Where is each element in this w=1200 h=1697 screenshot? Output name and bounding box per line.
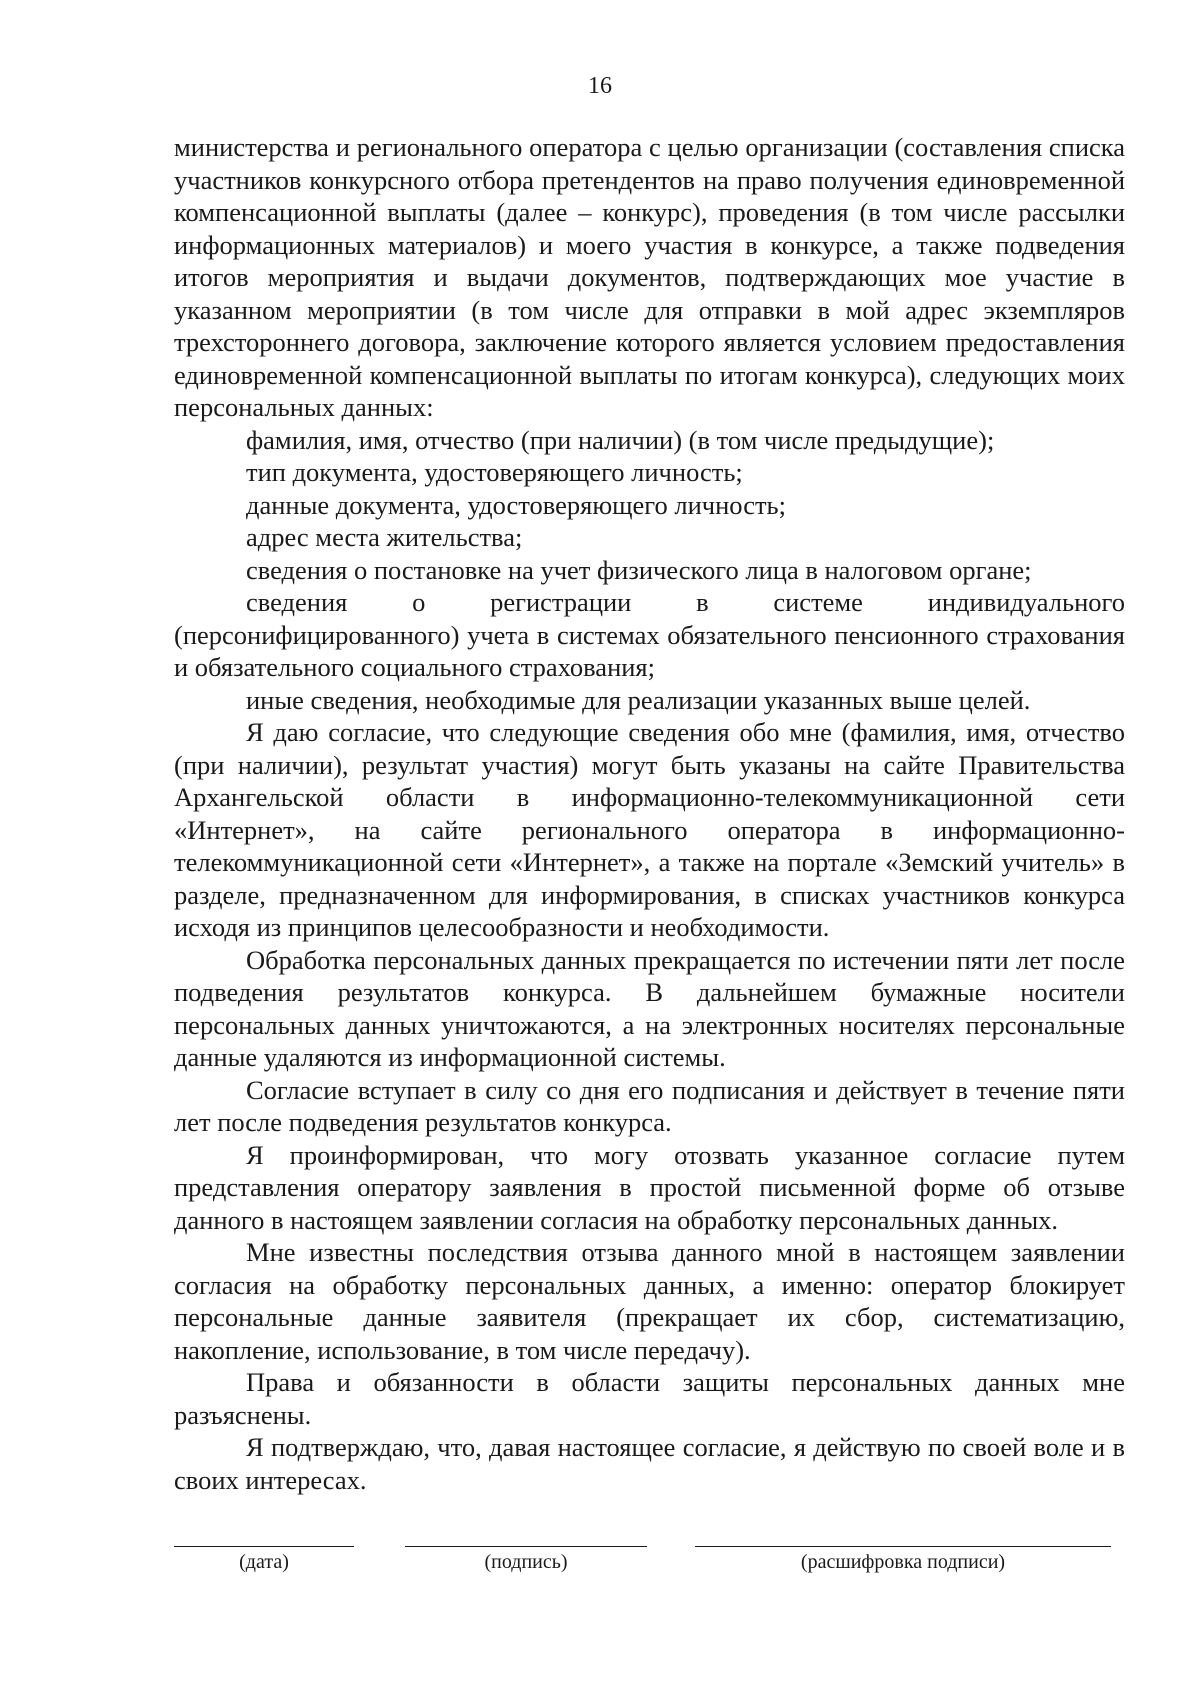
paragraph: адрес места жительства; [246,522,523,552]
signature-line [405,1546,647,1547]
date-caption: (дата) [239,1551,289,1573]
signature-block [0,1546,1200,1606]
paragraph: тип документа, удостоверяющего личность; [246,457,743,487]
document-body [174,131,1125,1496]
paragraph: фамилия, имя, отчество (при наличии) (в том числе предыдущие); [246,424,995,455]
paragraph: сведения о постановке на учет физического лица в налоговом органе; [246,554,1032,585]
date-field [174,1546,354,1574]
paragraph: сведения о регистрации в системе индивидуального (персонифицированного) учета в системах обязательного пенсионного страхования и обязательного социального страхования; [174,587,1125,682]
signature-decoding-field [695,1546,1111,1574]
paragraph: Согласие вступает в силу со дня его подписания и действует в течение пяти лет после подведения результатов конкурса. [174,1074,1125,1137]
paragraph: Я подтверждаю, что, давая настоящее согласие, я действую по своей воле и в своих интересах. [174,1432,1125,1495]
signature-caption: (подпись) [484,1551,568,1573]
signature-decoding-line [695,1546,1111,1547]
page-number: 16 [588,73,612,99]
paragraph: иные сведения, необходимые для реализации указанных выше целей. [246,684,1031,715]
paragraph: Я проинформирован, что могу отозвать указанное согласие путем представления оператору заявления в простой письменной форме об отзыве данного в настоящем заявлении согласия на обработку персональных данных. [174,1139,1125,1235]
paragraph: Мне известны последствия отзыва данного мной в настоящем заявлении согласия на обработку персональных данных, а именно: оператор блокирует персональные данные заявителя (прекращает их сбор, систематизацию, накопление, использование, в том числе передачу). [174,1237,1125,1365]
date-line [174,1546,354,1547]
signature-field [405,1546,647,1574]
signature-decoding-caption: (расшифровка подписи) [800,1551,1006,1573]
paragraph: Я даю согласие, что следующие сведения обо мне (фамилия, имя, отчество (при наличии), результат участия) могут быть указаны на сайте Правительства Архангельской области в информационно-телекоммуникационной сети «Интернет», на сайте регионального оператора в информационно-телекоммуникационной сети «Интернет», а также на портале «Земский учитель» в разделе, предназначенном для информирования, в списках участников конкурса исходя из принципов целесообразности и необходимости. [174,717,1125,942]
paragraph: министерства и регионального оператора с целью организации (составления списка участников конкурсного отбора претендентов на право получения единовременной компенсационной выплаты (далее – конкурс), проведения (в том числе рассылки информационных материалов) и моего участия в конкурсе, а также подведения итогов мероприятия и выдачи документов, подтверждающих мое участие в указанном мероприятии (в том числе для отправки в мой адрес экземпляров трехстороннего договора, заключение которого является условием предоставления единовременной компенсационной выплаты по итогам конкурса), следующих моих персональных данных: [174,132,1125,422]
paragraph: Обработка персональных данных прекращается по истечении пяти лет после подведения результатов конкурса. В дальнейшем бумажные носители персональных данных уничтожаются, а на электронных носителях персональные данные удаляются из информационной системы. [174,944,1125,1072]
paragraph: Права и обязанности в области защиты персональных данных мне разъяснены. [174,1367,1125,1430]
paragraph: данные документа, удостоверяющего личность; [246,489,787,520]
